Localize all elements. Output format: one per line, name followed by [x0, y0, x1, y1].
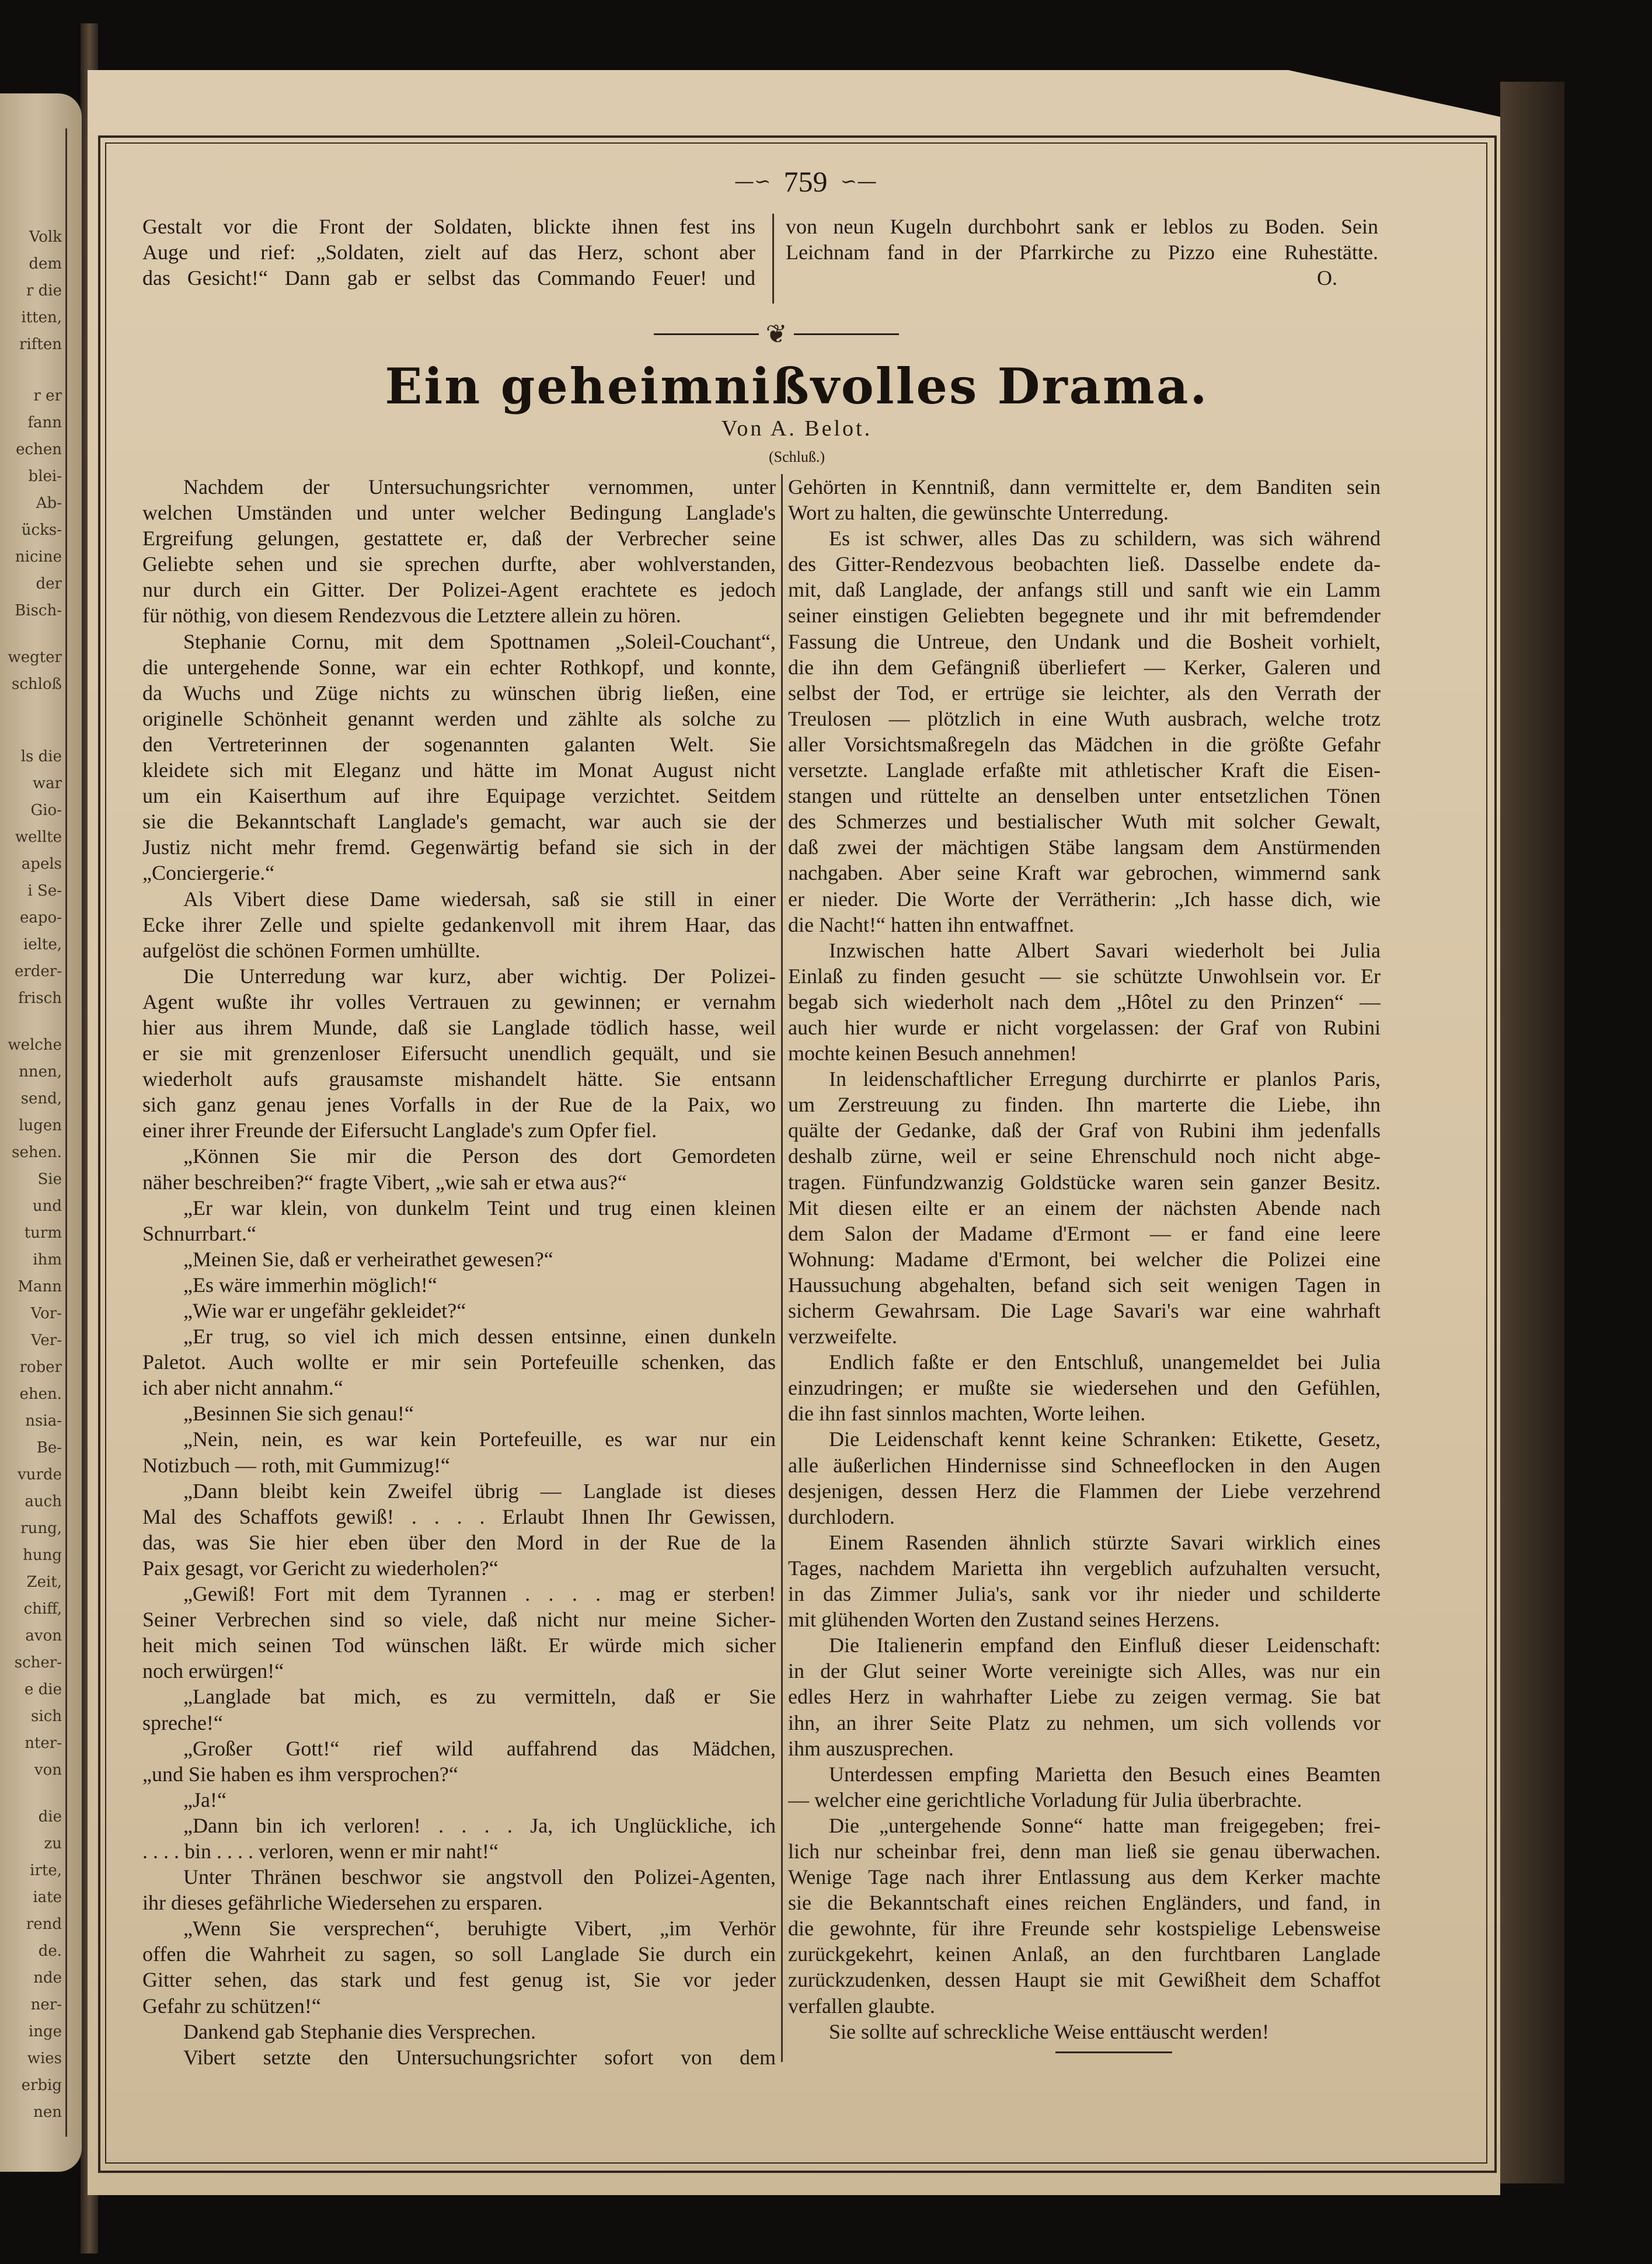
- text-line: einzudringen; er mußte sie wiedersehen und den Gefühlen,: [788, 1376, 1381, 1400]
- text-line: für nöthig, von diesem Rendezvous die Letztere allein zu hören.: [142, 604, 681, 628]
- left-page-fragment: Be-: [36, 1440, 62, 1456]
- text-line: da Wuchs und Züge nichts zu wünschen übrig ließen, eine: [142, 681, 776, 705]
- previous-article-ending-right: [786, 214, 1378, 265]
- text-line: sie die Bekanntschaft eines reichen Engländers, und fand, in: [788, 1891, 1381, 1915]
- text-line: tragen. Fünfundzwanzig Goldstücke waren sein ganzer Besitz.: [788, 1170, 1381, 1194]
- left-page-fragment: e die: [25, 1681, 62, 1698]
- text-line: welchen Umständen und unter welcher Bedingung Langlade's: [142, 501, 776, 525]
- text-line: zurückgekehrt, keinen Anlaß, an den furchtbaren Langlade: [788, 1942, 1381, 1966]
- text-line: Die Italienerin empfand den Einfluß dieser Leidenschaft:: [829, 1633, 1381, 1657]
- text-line: um ein Kaiserthum auf ihre Equipage verzichtet. Seitdem: [142, 784, 776, 808]
- left-page-fragment: Mann: [18, 1279, 62, 1295]
- article-column-separator: [781, 474, 783, 2062]
- left-page-fragment: Ver-: [31, 1332, 62, 1349]
- text-line: ihr dieses gefährliche Wiedersehen zu ersparen.: [142, 1891, 543, 1915]
- text-line: Wenige Tage nach ihrer Entlassung aus dem Kerker machte: [788, 1865, 1381, 1889]
- text-line: verzweifelte.: [788, 1325, 897, 1349]
- left-page-fragment: rober: [19, 1359, 62, 1375]
- text-line: „Besinnen Sie sich genau!“: [183, 1402, 414, 1426]
- text-line: dem Salon der Madame d'Ermont — er fand eine leere: [788, 1221, 1381, 1245]
- left-page-fragment: apels: [21, 856, 62, 872]
- left-page-fragment: ehen.: [19, 1386, 62, 1402]
- left-page-fragment: iate: [33, 1889, 62, 1906]
- text-line: des Gitter-Rendezvous beobachten ließ. Dasselbe endete da-: [788, 552, 1381, 576]
- text-line: ich aber nicht annahm.“: [142, 1376, 343, 1400]
- left-page-fragment: nsia-: [25, 1413, 62, 1429]
- text-line: Wort zu halten, die gewünschte Unterredung.: [788, 501, 1169, 525]
- text-line: Treulosen — plötzlich in eine Wuth ausbrach, welche trotz: [788, 706, 1381, 730]
- text-line: Fassung die Untreue, den Undank und die Bosheit vorhielt,: [788, 629, 1381, 653]
- article-title: Ein geheimnißvolles Drama.: [385, 357, 1209, 415]
- left-page-fragment: ücks-: [21, 522, 62, 538]
- left-page-fragment: Sie: [37, 1171, 62, 1187]
- text-line: Justiz nicht mehr fremd. Gegenwärtig befand sie sich in der: [142, 835, 776, 859]
- left-page-fragment: nen: [33, 2104, 62, 2120]
- text-line: „Dann bleibt kein Zweifel übrig — Langlade ist dieses: [183, 1479, 776, 1503]
- page-number: 759: [783, 165, 828, 198]
- text-line: Stephanie Cornu, mit dem Spottnamen „Soleil-Couchant“,: [183, 629, 776, 653]
- text-line: Geliebte sehen und sie sprechen durfte, aber wohlverstanden,: [142, 552, 776, 576]
- text-line: „Ja!“: [183, 1788, 226, 1812]
- text-line: aufgelöst die schönen Formen umhüllte.: [142, 938, 480, 962]
- text-line: Schnurrbart.“: [142, 1221, 256, 1245]
- text-line: Paletot. Auch wollte er mir sein Portefeuille schenken, das: [142, 1350, 776, 1374]
- left-page-fragment: Vor-: [30, 1305, 62, 1322]
- left-page-fragment: ls die: [20, 748, 62, 765]
- article-byline: Von A. Belot.: [721, 416, 873, 441]
- left-page-fragment: sich: [31, 1708, 62, 1725]
- left-page-fragment: echen: [16, 441, 62, 458]
- text-line: das Gesicht!“ Dann gab er selbst das Commando Feuer! und: [142, 266, 755, 290]
- text-line: „Meinen Sie, daß er verheirathet gewesen?“: [183, 1247, 553, 1271]
- text-line: Unterdessen empfing Marietta den Besuch eines Beamten: [829, 1762, 1381, 1786]
- left-page-fragment: auch: [25, 1493, 62, 1510]
- text-line: versetzte. Langlade erfaßte mit athletischer Kraft die Eisen-: [788, 758, 1381, 782]
- left-page-fragment: Bisch-: [15, 602, 62, 619]
- previous-article-signature: O.: [1317, 266, 1337, 290]
- text-line: Nachdem der Untersuchungsrichter vernommen, unter: [183, 475, 776, 499]
- text-line: Auge und rief: „Soldaten, zielt auf das Herz, schont aber: [142, 241, 755, 264]
- text-line: „Nein, nein, es war kein Portefeuille, es war nur ein: [183, 1427, 776, 1451]
- text-line: „Großer Gott!“ rief wild auffahrend das Mädchen,: [183, 1736, 776, 1760]
- left-page-fragment: r er: [33, 388, 62, 404]
- text-line: Seiner Verbrechen sind so viele, daß nicht nur meine Sicher-: [142, 1608, 776, 1632]
- text-line: den Vertreterinnen der sogenannten galanten Welt. Sie: [142, 732, 776, 756]
- text-line: „Gewiß! Fort mit dem Tyrannen . . . . mag er sterben!: [183, 1582, 776, 1606]
- left-page-fragment: nter-: [25, 1735, 62, 1751]
- left-page-fragment: welche: [8, 1037, 62, 1053]
- text-line: sicherm Gewahrsam. Die Lage Savari's war eine wahrhaft: [788, 1299, 1381, 1322]
- article-column-left: [142, 474, 776, 2070]
- text-line: in der Glut seiner Worte vereinigte sich Alles, was nur ein: [788, 1659, 1381, 1683]
- text-line: Die Unterredung war kurz, aber wichtig. Der Polizei-: [183, 964, 776, 988]
- text-line: einer ihrer Freunde der Eifersucht Langlade's zum Opfer fiel.: [142, 1119, 657, 1143]
- header-flourish-left: —∽: [734, 170, 771, 193]
- left-page-fragment: irte,: [30, 1862, 62, 1879]
- left-page-fragment: inge: [28, 2023, 62, 2040]
- left-page-fragment: de.: [38, 1943, 62, 1959]
- left-page-fragment: sehen.: [12, 1144, 62, 1161]
- text-line: mochte keinen Besuch annehmen!: [788, 1042, 1077, 1065]
- left-page-fragment: der: [36, 576, 62, 592]
- left-page-fragment: Ab-: [36, 495, 62, 511]
- text-line: mit, daß Langlade, der anfangs still und sanft wie ein Lamm: [788, 578, 1381, 602]
- left-page-fragment: fann: [27, 415, 62, 431]
- text-line: Gehörten in Kenntniß, dann vermittelte er, dem Banditen sein: [788, 475, 1381, 499]
- text-line: Inzwischen hatte Albert Savari wiederholt bei Julia: [829, 938, 1381, 962]
- text-line: auch hier wurde er nicht vorgelassen: der Graf von Rubini: [788, 1015, 1381, 1039]
- text-line: quälte der Gedanke, daß der Graf von Rubini ihm jedenfalls: [788, 1119, 1381, 1143]
- text-line: die ihn fast sinnlos machten, Worte leihen.: [788, 1402, 1146, 1426]
- text-line: in das Zimmer Julia's, sank vor ihr nieder und schilderte: [788, 1582, 1381, 1606]
- text-line: Ecke ihrer Zelle und spielte gedankenvoll mit ihrem Haar, das: [142, 912, 776, 936]
- left-page-fragment: ielte,: [23, 936, 62, 953]
- left-page-fragment: nicine: [15, 549, 62, 565]
- left-facing-page: [0, 93, 82, 2172]
- text-line: um Zerstreuung zu finden. Ihn marterte die Liebe, ihn: [788, 1093, 1381, 1117]
- text-line: Leichnam fand in der Pfarrkirche zu Pizzo eine Ruhestätte.: [786, 241, 1378, 264]
- text-line: In leidenschaftlicher Erregung durchirrte er planlos Paris,: [829, 1067, 1381, 1091]
- text-line: deshalb zürne, weil er seine Ehrenschuld noch nicht abge-: [788, 1144, 1381, 1168]
- left-page-fragment: send,: [20, 1091, 62, 1107]
- page-edge-shadow: [1500, 82, 1564, 2183]
- left-page-fragment: Gio-: [30, 802, 62, 818]
- left-page-fragment: nde: [33, 1970, 62, 1986]
- text-line: von neun Kugeln durchbohrt sank er leblos zu Boden. Sein: [786, 215, 1378, 238]
- text-line: Unter Thränen beschwor sie angstvoll den Polizei-Agenten,: [183, 1865, 776, 1889]
- text-line: Wohnung: Madame d'Ermont, bei welcher die Polizei eine: [788, 1247, 1381, 1271]
- divider-rule-right: [794, 333, 899, 335]
- text-line: „und Sie haben es ihm versprochen?“: [142, 1762, 458, 1786]
- left-page-fragment: erbig: [21, 2077, 62, 2094]
- top-column-separator: [772, 214, 774, 304]
- text-line: heit mich seinen Tod wünschen läßt. Er würde mich sicher: [142, 1633, 776, 1657]
- left-page-fragment: scher-: [14, 1655, 62, 1671]
- section-divider-ornament: [654, 315, 899, 353]
- text-line: Sie sollte auf schreckliche Weise enttäuscht werden!: [829, 2019, 1270, 2043]
- left-page-fragment: dem: [29, 256, 62, 272]
- text-line: Mal des Schaffots gewiß! . . . . Erlaubt Ihnen Ihr Gewissen,: [142, 1504, 776, 1528]
- text-line: zurückzudenken, dessen Haupt sie mit Gewißheit dem Schaffot: [788, 1968, 1381, 1992]
- text-line: Gitter sehen, das stark und fest genug ist, Sie vor jeder: [142, 1968, 776, 1992]
- text-line: Gefahr zu schützen!“: [142, 1994, 321, 2018]
- text-line: nur durch ein Gitter. Der Polizei-Agent erachtete es jedoch: [142, 578, 776, 602]
- left-page-fragment: eapo-: [20, 910, 62, 926]
- article-end-rule: [1055, 2051, 1172, 2053]
- left-page-column-rule: [65, 128, 67, 2137]
- left-page-fragment: nnen,: [19, 1064, 62, 1080]
- text-line: noch erwürgen!“: [142, 1659, 284, 1683]
- text-line: edles Herz in wahrhafter Liebe zu zeigen vermag. Sie bat: [788, 1685, 1381, 1709]
- text-line: Gestalt vor die Front der Soldaten, blickte ihnen fest ins: [142, 215, 755, 238]
- left-page-fragment: ihm: [33, 1252, 62, 1268]
- text-line: verfallen glaubte.: [788, 1994, 935, 2018]
- page-header: [630, 161, 981, 202]
- previous-article-ending-left: [142, 214, 755, 291]
- text-line: ihn, an ihrer Seite Platz zu nehmen, um sich vollends vor: [788, 1711, 1381, 1734]
- divider-rule-left: [654, 333, 759, 335]
- text-line: Ergreifung gelungen, gestattete er, daß der Verbrecher seine: [142, 527, 776, 551]
- text-line: Notizbuch — roth, mit Gummizug!“: [142, 1453, 450, 1477]
- left-page-fragment: blei-: [28, 468, 62, 485]
- left-page-fragment: war: [32, 775, 62, 792]
- text-line: Vibert setzte den Untersuchungsrichter sofort von dem: [183, 2045, 776, 2069]
- text-line: mit glühenden Worten den Zustand seines Herzens.: [788, 1608, 1220, 1632]
- text-line: Einlaß zu finden gesucht — sie schützte Unwohlsein vor. Er: [788, 964, 1381, 988]
- text-line: die ihn dem Gefängniß überliefert — Kerker, Galeren und: [788, 655, 1381, 679]
- text-line: sie die Bekanntschaft Langlade's gemacht, war auch sie der: [142, 810, 776, 834]
- text-line: näher beschreiben?“ fragte Vibert, „wie sah er etwa aus?“: [142, 1170, 627, 1194]
- left-page-fragment: schloß: [12, 676, 62, 692]
- text-line: Tages, nachdem Marietta ihn vergeblich aufzuhalten versucht,: [788, 1556, 1381, 1580]
- text-line: „Es wäre immerhin möglich!“: [183, 1273, 437, 1297]
- text-line: . . . . bin . . . . verloren, wenn er mir naht!“: [142, 1839, 499, 1863]
- text-line: „Er war klein, von dunkelm Teint und trug einen kleinen: [183, 1196, 776, 1220]
- text-line: Einem Rasenden ähnlich stürzte Savari wirklich eines: [829, 1530, 1381, 1554]
- text-line: selbst der Tod, er ertrüge sie leichter, als den Verrath der: [788, 681, 1381, 705]
- left-page-fragment: von: [34, 1762, 62, 1778]
- text-line: spreche!“: [142, 1711, 223, 1734]
- text-line: — welcher eine gerichtliche Vorladung für Julia überbrachte.: [788, 1788, 1302, 1812]
- text-line: Mit diesen eilte er an einem der nächsten Abende nach: [788, 1196, 1381, 1220]
- text-line: aller Vorsichtsmaßregeln das Mädchen in die größte Gefahr: [788, 732, 1381, 756]
- header-flourish-right: ∽—: [840, 170, 877, 193]
- text-line: hier aus ihrem Munde, daß sie Langlade tödlich hasse, weil: [142, 1015, 776, 1039]
- left-page-fragment: wegter: [8, 649, 62, 666]
- text-line: stangen und rüttelte an denselben unter entsetzlichen Tönen: [788, 784, 1381, 808]
- text-line: des Schmerzes und bestialischer Wuth mit solcher Gewalt,: [788, 810, 1381, 834]
- left-page-fragment: frisch: [18, 990, 62, 1006]
- text-line: die Nacht!“ hatten ihn entwaffnet.: [788, 912, 1075, 936]
- text-line: alle äußerlichen Hindernisse sind Schneeflocken in den Augen: [788, 1453, 1381, 1477]
- text-line: „Können Sie mir die Person des dort Gemordeten: [183, 1144, 776, 1168]
- text-line: Es ist schwer, alles Das zu schildern, was sich während: [829, 527, 1381, 551]
- article-column-right: [788, 474, 1381, 2044]
- left-page-fragment: ner-: [30, 1997, 62, 2013]
- text-line: desjenigen, dessen Herz die Flammen der Liebe verzehrend: [788, 1479, 1381, 1503]
- left-page-fragment: chiff,: [23, 1601, 62, 1617]
- text-line: daß zwei der mächtigen Stäbe langsam dem Anstürmenden: [788, 835, 1381, 859]
- left-page-fragment: die: [38, 1809, 62, 1825]
- text-line: Als Vibert diese Dame wiedersah, saß sie still in einer: [183, 887, 776, 911]
- text-line: er sie mit grenzenloser Eifersucht unendlich gequält, und sie: [142, 1042, 776, 1065]
- left-page-fragment: zu: [44, 1835, 62, 1852]
- text-line: er nieder. Die Worte der Verrätherin: „Ich hasse dich, wie: [788, 887, 1381, 911]
- left-page-fragment: riften: [19, 336, 62, 353]
- text-line: durchlodern.: [788, 1504, 895, 1528]
- text-line: Endlich faßte er den Entschluß, unangemeldet bei Julia: [829, 1350, 1381, 1374]
- text-line: begab sich wiederholt nach dem „Hôtel zu den Prinzen“ —: [788, 990, 1381, 1013]
- text-line: das, was Sie hier eben über den Mord in der Rue de la: [142, 1530, 776, 1554]
- left-page-fragment: rung,: [20, 1520, 62, 1537]
- text-line: offen die Wahrheit zu sagen, so soll Langlade Sie durch ein: [142, 1942, 776, 1966]
- ornament-icon: ❦: [765, 319, 787, 349]
- text-line: seiner einstigen Geliebten begegnete und ihr mit befremdender: [788, 604, 1381, 628]
- text-line: sich ganz genau jenes Vorfalls in der Rue de la Paix, wo: [142, 1093, 776, 1117]
- text-line: „Langlade bat mich, es zu vermitteln, daß er Sie: [183, 1685, 776, 1709]
- previous-article-signature-wrap: [786, 265, 1378, 291]
- left-page-fragment: avon: [25, 1628, 62, 1644]
- text-line: „Wie war er ungefähr gekleidet?“: [183, 1299, 466, 1322]
- left-page-fragment: lugen: [19, 1117, 62, 1134]
- text-line: „Dann bin ich verloren! . . . . Ja, ich Unglückliche, ich: [183, 1813, 776, 1837]
- left-page-fragment: r die: [26, 283, 62, 299]
- left-page-fragment: und: [32, 1198, 62, 1214]
- text-line: lich nur scheinbar frei, denn man ließ sie genau überwachen.: [788, 1839, 1381, 1863]
- continuation-note: (Schluß.): [768, 448, 825, 465]
- left-page-fragment: wellte: [15, 829, 62, 845]
- left-page-fragment: Zeit,: [26, 1574, 62, 1590]
- text-line: „Conciergerie.“: [142, 861, 275, 885]
- text-line: Die „untergehende Sonne“ hatte man freigegeben; frei-: [829, 1813, 1381, 1837]
- text-line: kleidete sich mit Eleganz und hätte im Monat August nicht: [142, 758, 776, 782]
- text-line: originelle Schönheit genannt werden und zählte als solche zu: [142, 706, 776, 730]
- text-line: Haussuchung abgehalten, befand sich seit wenigen Tagen in: [788, 1273, 1381, 1297]
- text-line: Dankend gab Stephanie dies Versprechen.: [183, 2019, 536, 2043]
- text-line: „Wenn Sie versprechen“, beruhigte Vibert, „im Verhör: [183, 1917, 776, 1941]
- text-line: Die Leidenschaft kennt keine Schranken: Etikette, Gesetz,: [829, 1427, 1381, 1451]
- text-line: die gewohnte, für ihre Freunde sehr kostspielige Lebensweise: [788, 1917, 1381, 1941]
- text-line: Agent wußte ihr volles Vertrauen zu gewinnen; er vernahm: [142, 990, 776, 1013]
- left-page-fragment: itten,: [21, 309, 62, 326]
- left-page-fragment: rend: [26, 1916, 62, 1932]
- text-line: wiederholt aufs grausamste mishandelt hätte. Sie entsann: [142, 1067, 776, 1091]
- left-page-fragment: erder-: [14, 963, 62, 980]
- text-line: ihm auszusprechen.: [788, 1736, 954, 1760]
- text-line: nachgaben. Aber seine Kraft war gebrochen, wimmernd sank: [788, 861, 1381, 885]
- left-page-fragment: wies: [27, 2050, 62, 2067]
- text-line: die untergehende Sonne, war ein echter Rothkopf, und konnte,: [142, 655, 776, 679]
- left-page-fragment: Volk: [29, 229, 62, 245]
- text-line: Paix gesagt, vor Gericht zu wiederholen?“: [142, 1556, 499, 1580]
- left-page-fragment: i Se-: [27, 883, 62, 899]
- left-page-fragment: hung: [23, 1547, 62, 1563]
- left-page-fragment: turm: [24, 1225, 62, 1241]
- left-page-fragment: vurde: [18, 1467, 62, 1483]
- text-line: „Er trug, so viel ich mich dessen entsinne, einen dunkeln: [183, 1325, 776, 1349]
